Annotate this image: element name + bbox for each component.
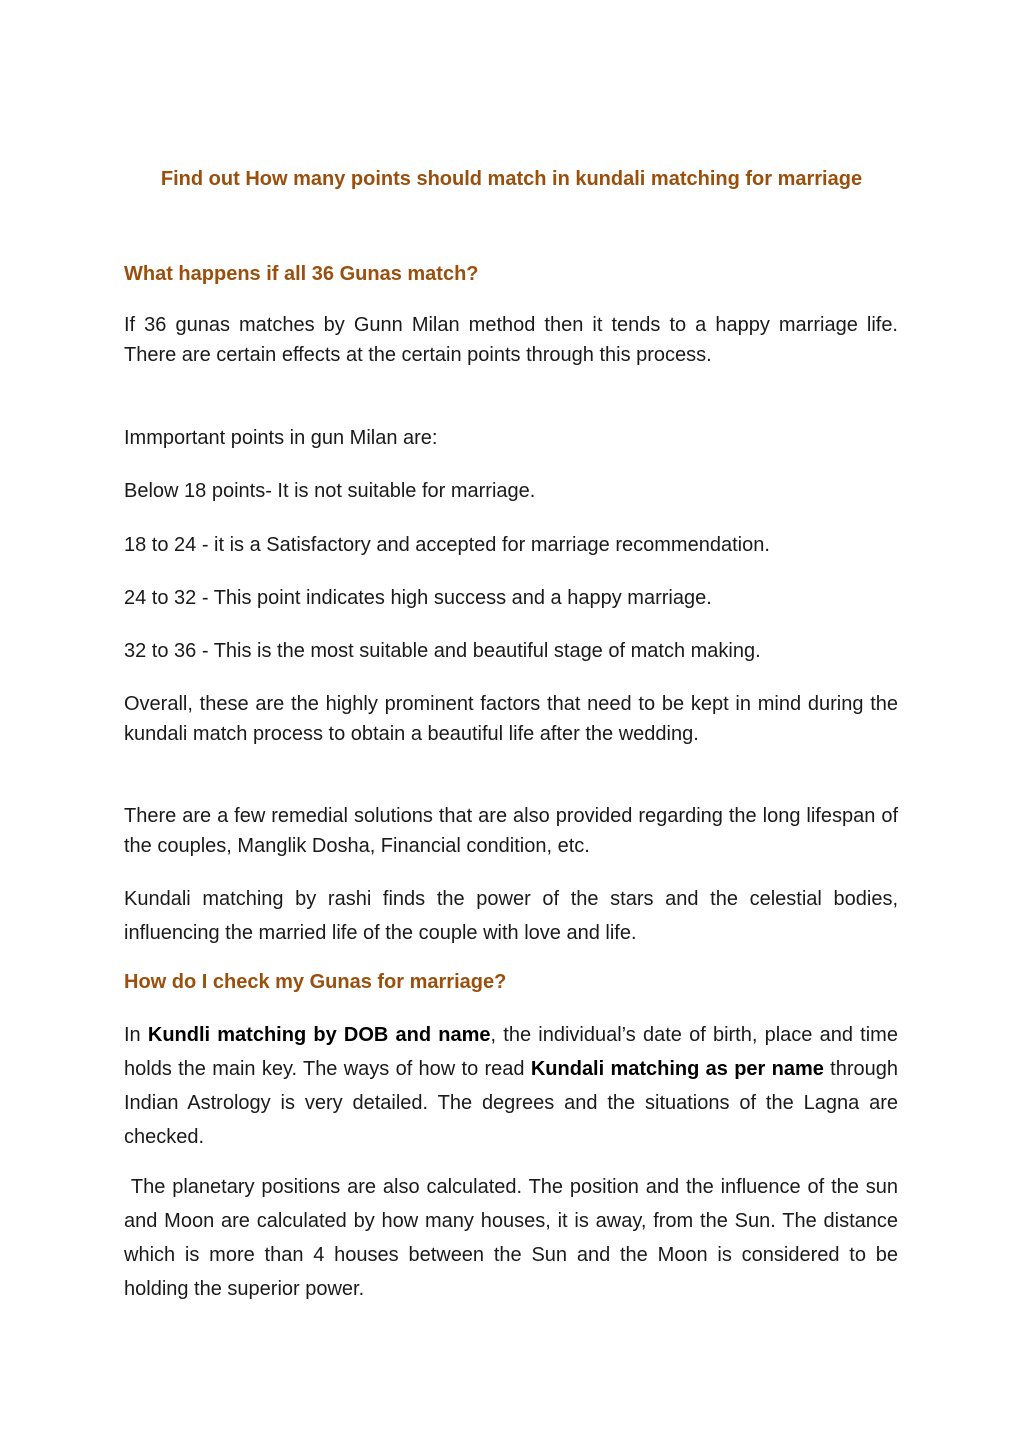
point-item-3: 24 to 32 - This point indicates high success and a happy marriage. (124, 587, 712, 609)
paragraph-planetary: The planetary positions are also calculated. The position and the influence of the sun and Moon are calculated by how many houses, it is away, from the Sun. The distance which is more than 4 houses between the Sun and the Moon is considered to be holding the superior power. (124, 1176, 904, 1300)
points-intro: Immportant points in gun Milan are: (124, 427, 438, 449)
paragraph-dob-name (124, 1018, 898, 1154)
paragraph-text: , the individual’s date of birth, place and time holds the main key. The ways of how to read (124, 1024, 898, 1080)
bold-phrase-as-per-name: Kundali matching as per name (530, 1058, 824, 1080)
section-heading-36-gunas: What happens if all 36 Gunas match? (124, 263, 479, 285)
paragraph-text: In (124, 1024, 148, 1046)
point-item-4: 32 to 36 - This is the most suitable and beautiful stage of match making. (124, 640, 761, 662)
paragraph-intro: If 36 gunas matches by Gunn Milan method then it tends to a happy marriage life. There are certain effects at the certain points through this process. (124, 314, 898, 366)
document-title: Find out How many points should match in kundali matching for marriage (160, 168, 863, 190)
section-heading-check-gunas: How do I check my Gunas for marriage? (124, 971, 507, 993)
bold-phrase-dob-name: Kundli matching by DOB and name (147, 1024, 491, 1046)
point-item-1: Below 18 points- It is not suitable for marriage. (124, 480, 536, 502)
paragraph-overall: Overall, these are the highly prominent factors that need to be kept in mind during the kundali match process to obtain a beautiful life after the wedding. (124, 693, 898, 745)
paragraph-rashi: Kundali matching by rashi finds the power of the stars and the celestial bodies, influencing the married life of the couple with love and life. (124, 888, 898, 944)
point-item-2: 18 to 24 - it is a Satisfactory and accepted for marriage recommendation. (124, 534, 770, 556)
paragraph-remedial: There are a few remedial solutions that are also provided regarding the long lifespan of the couples, Manglik Dosha, Financial condition, etc. (124, 805, 898, 857)
paragraph-text: through Indian Astrology is very detailed. The degrees and the situations of the Lagna are checked. (124, 1058, 898, 1148)
